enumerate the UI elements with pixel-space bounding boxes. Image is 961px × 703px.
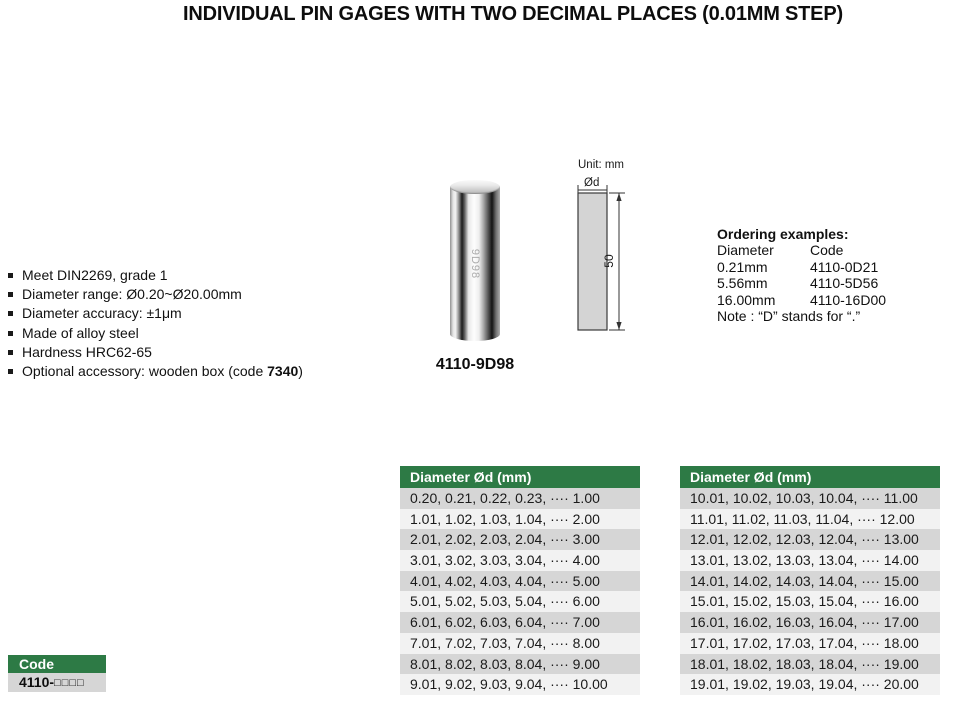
table-row: 8.01, 8.02, 8.03, 8.04, ···· 9.00 xyxy=(400,654,640,675)
page-title: INDIVIDUAL PIN GAGES WITH TWO DECIMAL PLACES (0.01MM STEP) xyxy=(183,3,843,25)
table-row: 6.01, 6.02, 6.03, 6.04, ···· 7.00 xyxy=(400,612,640,633)
bullet-square-icon xyxy=(8,292,13,297)
pin-gage-photo xyxy=(450,180,500,341)
table-row: 12.01, 12.02, 12.03, 12.04, ···· 13.00 xyxy=(680,529,940,550)
ordering-col-code: Code xyxy=(810,242,844,259)
code-box-value: 4110-□□□□ xyxy=(8,673,106,692)
diameter-table-left xyxy=(400,466,640,695)
ordering-heading: Ordering examples: xyxy=(717,226,849,242)
arrowhead-down-icon xyxy=(616,322,621,330)
table-row: 16.01, 16.02, 16.03, 16.04, ···· 17.00 xyxy=(680,612,940,633)
table-row: 4.01, 4.02, 4.03, 4.04, ···· 5.00 xyxy=(400,571,640,592)
ordering-diameter: 16.00mm xyxy=(717,291,776,308)
table-row: 5.01, 5.02, 5.03, 5.04, ···· 6.00 xyxy=(400,591,640,612)
feature-text: Diameter range: Ø0.20~Ø20.00mm xyxy=(22,286,242,303)
ordering-col-diameter: Diameter xyxy=(717,242,774,259)
table-body xyxy=(400,488,640,695)
features-list xyxy=(8,266,303,381)
table-row: 14.01, 14.02, 14.03, 14.04, ···· 15.00 xyxy=(680,571,940,592)
diameter-table-right xyxy=(680,466,940,695)
table-row: 2.01, 2.02, 2.03, 2.04, ···· 3.00 xyxy=(400,529,640,550)
feature-text: Meet DIN2269, grade 1 xyxy=(22,267,168,283)
table-row: 15.01, 15.02, 15.03, 15.04, ···· 16.00 xyxy=(680,591,940,612)
ordering-diameter: 0.21mm xyxy=(717,258,768,275)
feature-item xyxy=(8,324,303,343)
feature-text: Hardness HRC62-65 xyxy=(22,343,152,360)
ordering-diameter: 5.56mm xyxy=(717,275,768,292)
bullet-square-icon xyxy=(8,331,13,336)
code-placeholder-boxes: □□□□ xyxy=(54,677,85,689)
diameter-dim-label: Ød xyxy=(584,177,600,189)
table-header: Diameter Ød (mm) xyxy=(400,466,640,488)
feature-item xyxy=(8,362,303,381)
feature-text: Made of alloy steel xyxy=(22,324,139,341)
ordering-note: Note : “D” stands for “.” xyxy=(717,308,861,325)
table-row: 9.01, 9.02, 9.03, 9.04, ···· 10.00 xyxy=(400,674,640,695)
table-row: 17.01, 17.02, 17.03, 17.04, ···· 18.00 xyxy=(680,633,940,654)
ordering-code: 4110-16D00 xyxy=(810,291,887,308)
feature-item xyxy=(8,266,303,285)
feature-text: Optional accessory: wooden box (code 7340) xyxy=(22,362,303,379)
pin-top-cap xyxy=(450,180,500,194)
table-row: 11.01, 11.02, 11.03, 11.04, ···· 12.00 xyxy=(680,509,940,530)
arrowhead-up-icon xyxy=(616,193,621,201)
pin-engraving-text: 9D98 xyxy=(469,248,481,279)
bullet-square-icon xyxy=(8,350,13,355)
code-box-header: Code xyxy=(8,655,106,673)
bullet-square-icon xyxy=(8,369,13,374)
ordering-examples xyxy=(717,226,886,324)
ordering-code: 4110-5D56 xyxy=(810,275,879,292)
table-row: 19.01, 19.02, 19.03, 19.04, ···· 20.00 xyxy=(680,674,940,695)
table-body xyxy=(680,488,940,695)
feature-text: Diameter accuracy: ±1μm xyxy=(22,305,182,322)
bullet-square-icon xyxy=(8,273,13,278)
length-dim-label: 50 xyxy=(602,254,616,268)
bullet-square-icon xyxy=(8,311,13,316)
table-row: 3.01, 3.02, 3.03, 3.04, ···· 4.00 xyxy=(400,550,640,571)
table-row: 0.20, 0.21, 0.22, 0.23, ···· 1.00 xyxy=(400,488,640,509)
table-row: 13.01, 13.02, 13.03, 13.04, ···· 14.00 xyxy=(680,550,940,571)
feature-item xyxy=(8,304,303,323)
code-box xyxy=(8,655,106,692)
table-row: 1.01, 1.02, 1.03, 1.04, ···· 2.00 xyxy=(400,509,640,530)
feature-item xyxy=(8,343,303,362)
table-row: 7.01, 7.02, 7.03, 7.04, ···· 8.00 xyxy=(400,633,640,654)
ordering-code: 4110-0D21 xyxy=(810,258,879,275)
ordering-table xyxy=(717,242,886,308)
product-code-caption: 4110-9D98 xyxy=(435,356,515,373)
table-row: 18.01, 18.02, 18.03, 18.04, ···· 19.00 xyxy=(680,654,940,675)
table-header: Diameter Ød (mm) xyxy=(680,466,940,488)
table-row: 10.01, 10.02, 10.03, 10.04, ···· 11.00 xyxy=(680,488,940,509)
dimension-drawing xyxy=(565,155,645,347)
unit-label: Unit: mm xyxy=(578,159,624,171)
feature-item xyxy=(8,285,303,304)
